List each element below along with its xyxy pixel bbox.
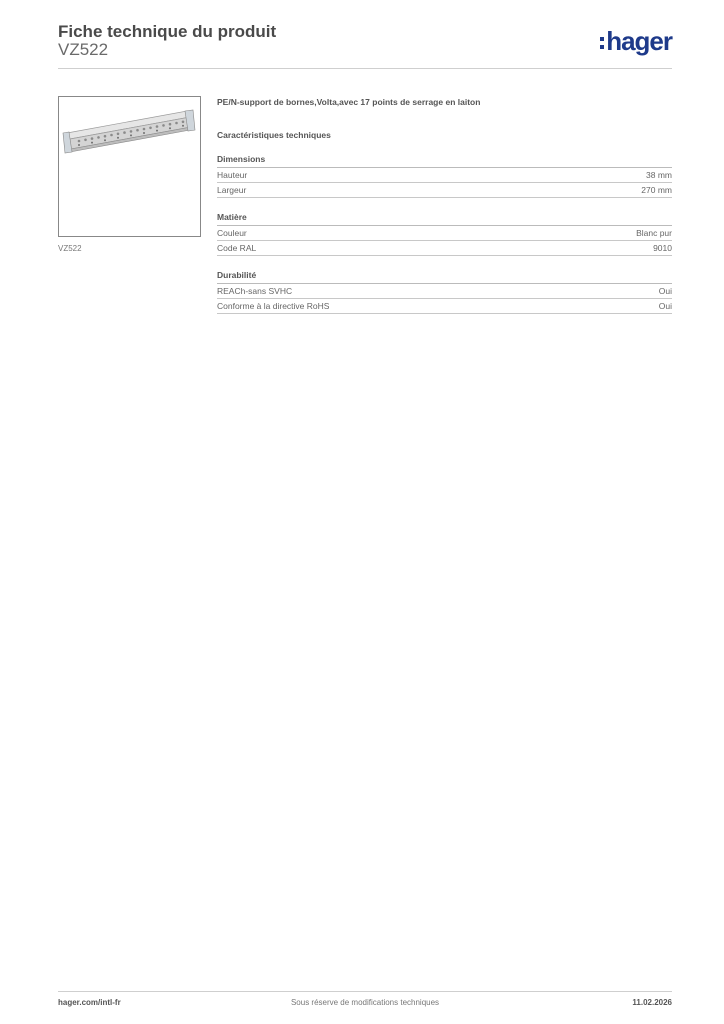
spec-row [217,284,672,299]
product-details [217,96,672,314]
spec-label: Largeur [217,185,247,195]
spec-group-title: Matière [217,212,672,226]
spec-label: Couleur [217,228,247,238]
spec-row [217,299,672,314]
spec-value: 270 mm [641,185,672,195]
terminal-block-illustration [59,97,200,236]
footer-date: 11.02.2026 [632,998,672,1007]
page-header [58,20,672,69]
spec-row [217,183,672,198]
spec-label: Conforme à la directive RoHS [217,301,330,311]
spec-value: 9010 [653,243,672,253]
spec-group-title: Durabilité [217,270,672,284]
spec-value: 38 mm [646,170,672,180]
spec-group-title: Dimensions [217,154,672,168]
document-title: Fiche technique du produit [58,22,277,41]
hager-logo [600,26,672,56]
spec-label: Code RAL [217,243,257,253]
spec-row [217,241,672,256]
spec-label: REACh-sans SVHC [217,286,293,296]
spec-group-dimensions [217,154,672,198]
spec-label: Hauteur [217,170,248,180]
product-description: PE/N-support de bornes,Volta,avec 17 points de serrage en laiton [217,97,481,107]
specs-title: Caractéristiques techniques [217,130,331,140]
footer-website-link[interactable]: hager.com/intl-fr [58,998,121,1007]
image-caption: VZ522 [58,244,82,253]
spec-value: Oui [658,301,672,311]
product-image [58,96,201,237]
page-footer [58,991,672,1012]
spec-row [217,168,672,183]
spec-group-durability [217,270,672,314]
footer-disclaimer: Sous réserve de modifications techniques [290,998,440,1007]
logo-text: hager [606,26,672,56]
spec-group-material [217,212,672,256]
spec-value: Oui [658,286,672,296]
spec-value: Blanc pur [636,228,672,238]
logo-dots-icon [600,37,604,49]
spec-row [217,226,672,241]
product-reference: VZ522 [58,40,109,59]
